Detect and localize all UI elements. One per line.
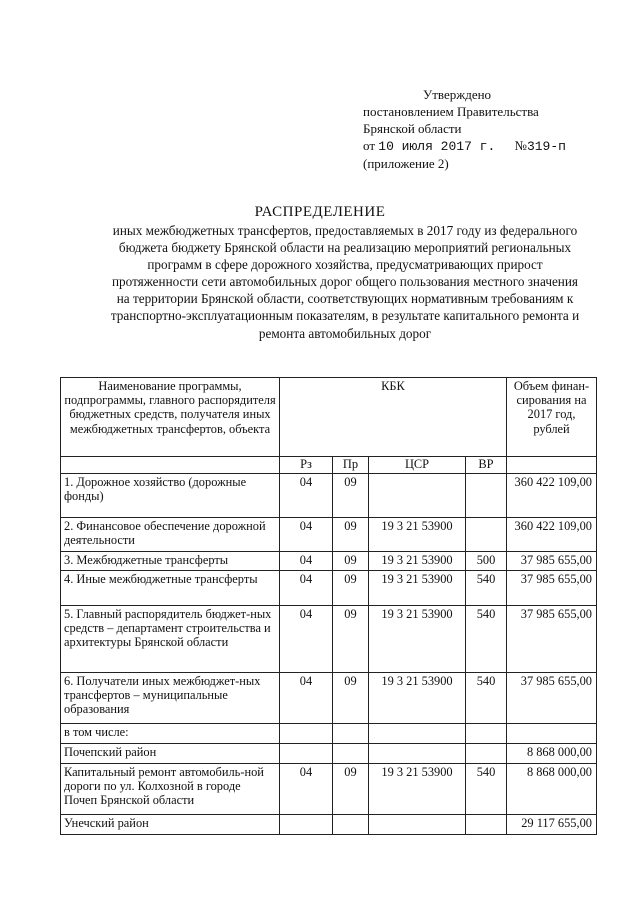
table-row [61, 673, 597, 724]
header-rz: Рз [280, 457, 333, 474]
row-csr: 19 3 21 53900 [369, 518, 466, 552]
row-rz: 04 [280, 518, 333, 552]
row-vr [466, 744, 507, 764]
row-vr: 540 [466, 571, 507, 606]
table-row [61, 552, 597, 571]
header-vr: ВР [466, 457, 507, 474]
row-pr [333, 815, 369, 835]
row-amount: 37 985 655,00 [507, 571, 597, 606]
row-pr: 09 [333, 474, 369, 518]
table-row [61, 744, 597, 764]
row-pr [333, 744, 369, 764]
row-name: Почепский район [61, 744, 280, 764]
row-amount [507, 724, 597, 744]
row-amount: 37 985 655,00 [507, 606, 597, 673]
row-rz: 04 [280, 552, 333, 571]
approval-date-line [363, 137, 566, 155]
approval-date: 10 июля 2017 г. [378, 139, 496, 154]
row-name: Капитальный ремонт автомобиль-ной дороги по ул. Колхозной в городе Почеп Брянской области [61, 764, 280, 815]
row-amount: 360 422 109,00 [507, 474, 597, 518]
row-amount: 8 868 000,00 [507, 764, 597, 815]
document-subtitle: иных межбюджетных трансфертов, предоставляемых в 2017 году из федерального бюджета бюджету Брянской области на реализацию мероприятий региональных программ в сфере дорожного хозяйства, предусматривающих прирост протяженности сети автомобильных дорог общего пользования местного значения на территории Брянской области, соответствующих нормативным требованиям к транспортно-эксплуатационным показателям, в результате капитального ремонта и ремонта автомобильных дорог [110, 223, 580, 341]
table-row [61, 764, 597, 815]
row-pr: 09 [333, 673, 369, 724]
row-vr [466, 724, 507, 744]
row-amount: 37 985 655,00 [507, 552, 597, 571]
row-rz: 04 [280, 606, 333, 673]
row-rz: 04 [280, 474, 333, 518]
table-row [61, 724, 597, 744]
row-vr [466, 474, 507, 518]
approval-date-prefix: от [363, 138, 376, 153]
row-csr: 19 3 21 53900 [369, 606, 466, 673]
header-amount: Объем финан-сирования на 2017 год, рублей [507, 378, 597, 457]
row-amount: 37 985 655,00 [507, 673, 597, 724]
row-pr: 09 [333, 518, 369, 552]
row-rz: 04 [280, 673, 333, 724]
row-rz: 04 [280, 571, 333, 606]
row-rz [280, 744, 333, 764]
row-csr: 19 3 21 53900 [369, 571, 466, 606]
row-name: 2. Финансовое обеспечение дорожной деятельности [61, 518, 280, 552]
table-row [61, 518, 597, 552]
table-row [61, 815, 597, 835]
row-rz: 04 [280, 764, 333, 815]
approval-number-prefix: № [514, 138, 527, 153]
row-vr [466, 518, 507, 552]
row-rz [280, 724, 333, 744]
row-amount: 8 868 000,00 [507, 744, 597, 764]
header-amount-empty [507, 457, 597, 474]
header-name-empty [61, 457, 280, 474]
row-pr: 09 [333, 764, 369, 815]
header-name: Наименование программы, подпрограммы, главного распорядителя бюджетных средств, получателя иных межбюджетных трансфертов, объекта [61, 378, 280, 457]
row-vr: 500 [466, 552, 507, 571]
approval-block [363, 86, 566, 172]
row-csr [369, 815, 466, 835]
approval-resolution: постановлением Правительства [363, 104, 539, 119]
table-row [61, 474, 597, 518]
distribution-table [60, 377, 597, 835]
header-csr: ЦСР [369, 457, 466, 474]
row-pr: 09 [333, 606, 369, 673]
row-pr [333, 724, 369, 744]
row-csr: 19 3 21 53900 [369, 673, 466, 724]
row-amount: 360 422 109,00 [507, 518, 597, 552]
row-amount: 29 117 655,00 [507, 815, 597, 835]
document-title: РАСПРЕДЕЛЕНИЕ [254, 204, 386, 220]
row-name: 6. Получатели иных межбюджет-ных трансфертов – муниципальные образования [61, 673, 280, 724]
row-name: 3. Межбюджетные трансферты [61, 552, 280, 571]
row-name: 5. Главный распорядитель бюджет-ных средств – департамент строительства и архитектуры Брянской области [61, 606, 280, 673]
row-pr: 09 [333, 552, 369, 571]
row-vr: 540 [466, 673, 507, 724]
row-vr [466, 815, 507, 835]
row-csr [369, 724, 466, 744]
approval-appendix: (приложение 2) [363, 156, 449, 171]
row-pr: 09 [333, 571, 369, 606]
row-csr [369, 744, 466, 764]
header-kbk: КБК [280, 378, 507, 457]
row-csr: 19 3 21 53900 [369, 764, 466, 815]
row-rz [280, 815, 333, 835]
row-vr: 540 [466, 764, 507, 815]
row-vr: 540 [466, 606, 507, 673]
row-name: 4. Иные межбюджетные трансферты [61, 571, 280, 606]
row-csr [369, 474, 466, 518]
row-name: 1. Дорожное хозяйство (дорожные фонды) [61, 474, 280, 518]
approval-approved: Утверждено [423, 87, 492, 102]
table-row [61, 571, 597, 606]
row-csr: 19 3 21 53900 [369, 552, 466, 571]
row-name: Унечский район [61, 815, 280, 835]
row-name: в том числе: [61, 724, 280, 744]
approval-region: Брянской области [363, 121, 462, 136]
approval-number: 319-п [526, 139, 566, 154]
table-row [61, 606, 597, 673]
header-pr: Пр [333, 457, 369, 474]
